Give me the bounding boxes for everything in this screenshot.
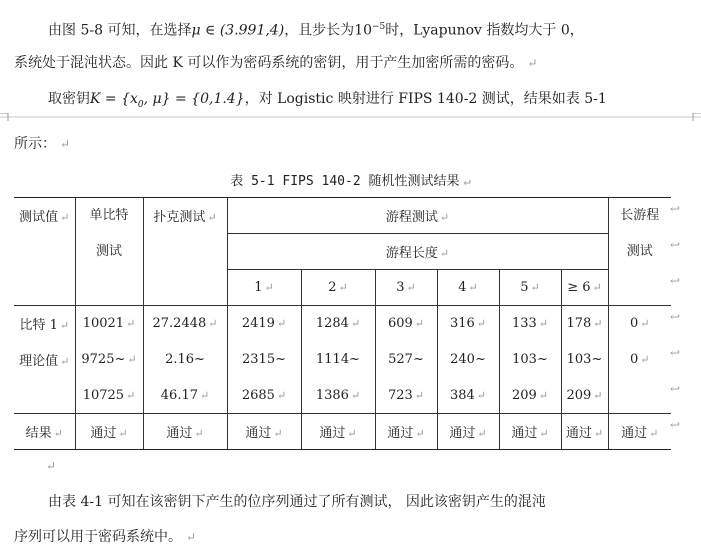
- para2-line1: 取密钥$K = \{x_0$, μ} = {0,1.4}，对 Logistic 映射进行 FIPS 140-2 测试，结果如表 5-1: [48, 91, 607, 110]
- paragraph-mark: ↵: [60, 137, 71, 151]
- result-cell: 通过 ↵: [75, 414, 143, 450]
- run-length-5: 5 ↵: [499, 270, 561, 306]
- theory-long-run: 0 ↵: [608, 342, 671, 378]
- theory-run-3-high: 723 ↵: [375, 378, 437, 414]
- theory-run-5-high: 209 ↵: [499, 378, 561, 414]
- bit-long-run: 0 ↵: [608, 306, 671, 342]
- bit-run-1: 2419 ↵: [227, 306, 301, 342]
- row-end-mark: ↩: [670, 274, 681, 288]
- theory-monobit-high: 10725 ↵: [75, 378, 143, 414]
- table-caption: 表 5-1 FIPS 140-2 随机性测试结果 ↵: [230, 174, 471, 189]
- step-exponent: −5: [372, 22, 386, 32]
- theory-run-2-low: 1114~: [301, 342, 375, 378]
- result-cell: 通过 ↵: [499, 414, 561, 450]
- theory-poker-high: 46.17 ↵: [143, 378, 227, 414]
- theory-run-6plus-high: 209 ↵: [561, 378, 608, 414]
- empty-paragraph: ↵: [46, 459, 57, 473]
- run-length-6plus: ≥ 6 ↵: [561, 270, 608, 306]
- theory-run-2-high: 1386 ↵: [301, 378, 375, 414]
- theory-run-3-low: 527~: [375, 342, 437, 378]
- header-test-value: 测试值 ↵: [14, 198, 75, 306]
- bit-run-6plus: 178 ↵: [561, 306, 608, 342]
- result-cell: 通过 ↵: [608, 414, 671, 450]
- row-end-mark: ↩: [670, 418, 681, 432]
- bit-run-3: 609 ↵: [375, 306, 437, 342]
- theory-monobit-low: 9725~ ↵: [75, 342, 143, 378]
- result-cell: 通过 ↵: [375, 414, 437, 450]
- row-end-mark: ↩: [670, 238, 681, 252]
- bit-poker: 27.2448 ↵: [143, 306, 227, 342]
- fips-test-table: [14, 197, 671, 450]
- bit-run-4: 316 ↵: [437, 306, 499, 342]
- theory-run-4-high: 384 ↵: [437, 378, 499, 414]
- row-end-mark: ↩: [670, 310, 681, 324]
- para3-line2: 序列可以用于密码系统中。 ↵: [14, 529, 197, 545]
- key-formula: $K = \{x_0$, μ} = {0,1.4}: [90, 91, 245, 110]
- row-end-mark: ↩: [670, 346, 681, 360]
- theory-run-4-low: 240~: [437, 342, 499, 378]
- theory-run-1-low: 2315~: [227, 342, 301, 378]
- run-length-1: 1 ↵: [227, 270, 301, 306]
- bit-monobit: 10021 ↵: [75, 306, 143, 342]
- result-row-label: 结果 ↵: [14, 414, 75, 450]
- result-cell: 通过 ↵: [561, 414, 608, 450]
- paragraph-mark: ↵: [527, 56, 538, 70]
- bit-row-label: 比特 1 ↵: [19, 318, 70, 334]
- result-cell: 通过 ↵: [143, 414, 227, 450]
- mu-range-formula: μ ∈ (3.991,4): [191, 22, 285, 39]
- header-poker: 扑克测试 ↵: [143, 198, 227, 306]
- para1-line1: 由图 5-8 可知，在选择μ ∈ (3.991,4)，且步长为$10^{-5}$时，Lyapunov 指数均大于 0，: [48, 22, 584, 39]
- run-length-4: 4 ↵: [437, 270, 499, 306]
- page-break-marker: [0, 113, 701, 121]
- result-cell: 通过 ↵: [301, 414, 375, 450]
- row-end-mark: ↩: [670, 382, 681, 396]
- theory-row-label: 理论值 ↵: [19, 354, 70, 369]
- para2-line2: 所示： ↵: [14, 136, 71, 152]
- bit-run-2: 1284 ↵: [301, 306, 375, 342]
- theory-poker-low: 2.16~: [143, 342, 227, 378]
- bit-run-5: 133 ↵: [499, 306, 561, 342]
- theory-run-5-low: 103~: [499, 342, 561, 378]
- result-cell: 通过 ↵: [437, 414, 499, 450]
- header-long-run: 长游程 测试: [608, 198, 671, 306]
- para3-line1: 由表 4-1 可知在该密钥下产生的位序列通过了所有测试， 因此该密钥产生的混沌: [48, 494, 546, 510]
- step-size: 10: [354, 22, 373, 39]
- theory-run-6plus-low: 103~: [561, 342, 608, 378]
- paragraph-mark: ↵: [463, 174, 471, 188]
- header-monobit: 单比特 测试: [75, 198, 143, 306]
- header-run-length: 游程长度 ↵: [227, 234, 608, 270]
- paragraph-mark: ↵: [186, 530, 197, 544]
- para1-line2: 系统处于混沌状态。因此 K 可以作为密码系统的密钥，用于产生加密所需的密码。 ↵: [14, 55, 538, 71]
- run-length-3: 3 ↵: [375, 270, 437, 306]
- theory-run-1-high: 2685 ↵: [227, 378, 301, 414]
- row-end-mark: ↩: [670, 202, 681, 216]
- header-runs: 游程测试 ↵: [227, 198, 608, 234]
- result-cell: 通过 ↵: [227, 414, 301, 450]
- run-length-2: 2 ↵: [301, 270, 375, 306]
